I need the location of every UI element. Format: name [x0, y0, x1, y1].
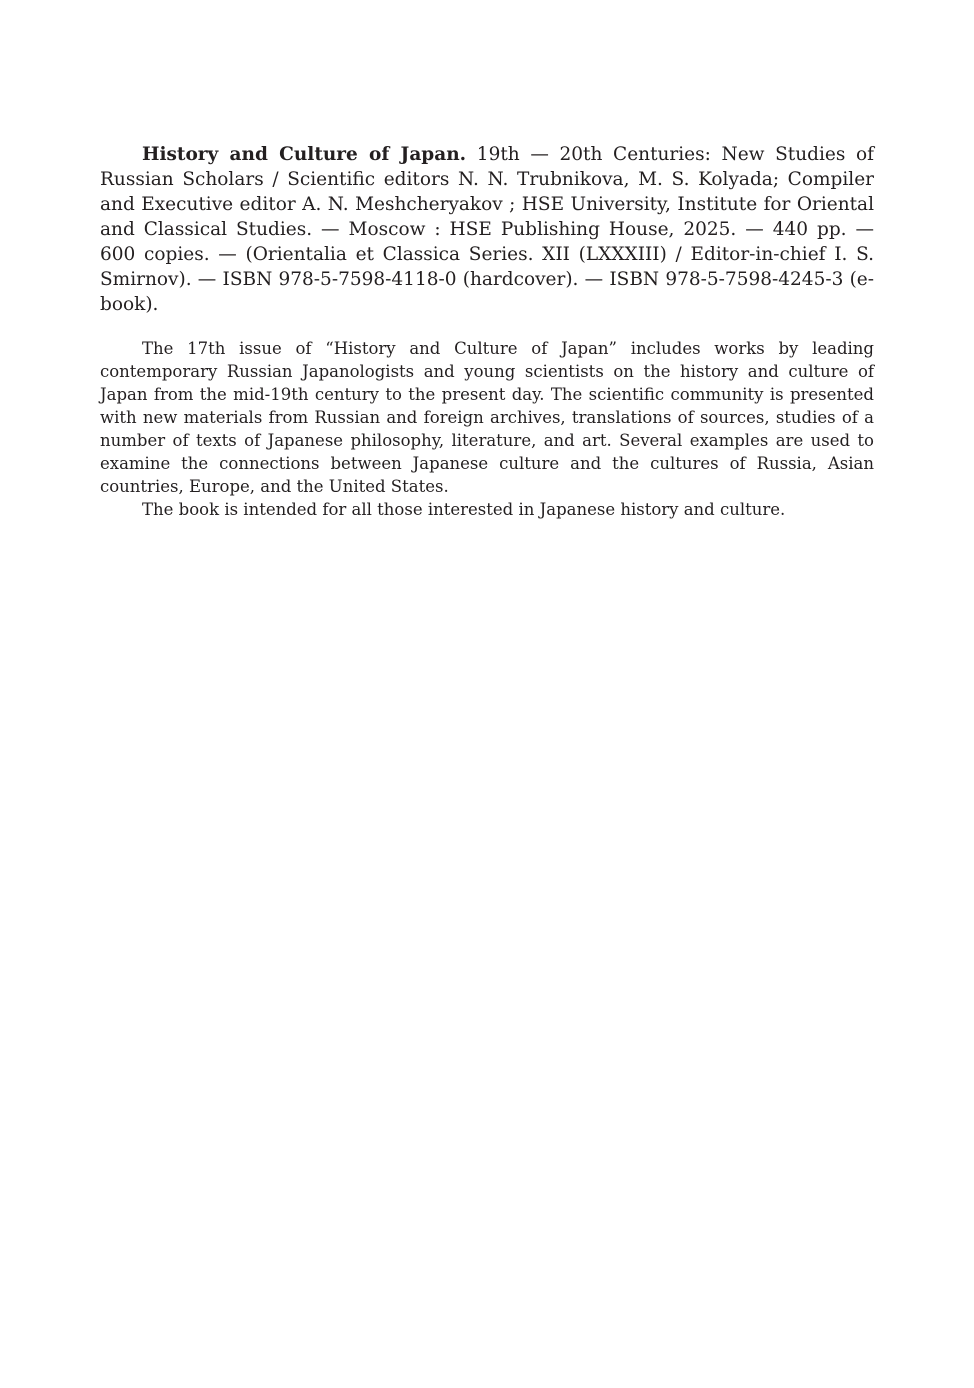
bibliographic-description: 19th — 20th Centuries: New Studies of Russian Scholars / Scientific editors N. N. Trubnikova, M. S. Kolyada; Compiler and Executive editor A. N. Meshcheryakov ; HSE University, Institute for Oriental and Classical Studies. — Moscow : HSE Publishing House, 2025. — 440 pp. — 600 copies. — (Orientalia et Classica Series. XII (LXXXIII) / Editor-in-chief I. S. Smirnov). — ISBN 978-5-7598-4118-0 (hardcover). — ISBN 978-5-7598-4245-3 (e-book). — [100, 144, 875, 315]
abstract-paragraph-2: The book is intended for all those interested in Japanese history and culture. — [142, 500, 786, 519]
page-content — [100, 142, 874, 521]
bibliographic-entry — [100, 142, 874, 317]
abstract — [100, 337, 874, 521]
book-title: History and Culture of Japan. — [142, 144, 467, 165]
abstract-paragraph-1: The 17th issue of “History and Culture of Japan” includes works by leading contemporary Russian Japanologists and young scientists on the history and culture of Japan from the mid-19th century to the present day. The scientific community is presented with new materials from Russian and foreign archives, translations of sources, studies of a number of texts of Japanese philosophy, literature, and art. Several examples are used to examine the connections between Japanese culture and the cultures of Russia, Asian countries, Europe, and the United States. — [100, 339, 874, 496]
